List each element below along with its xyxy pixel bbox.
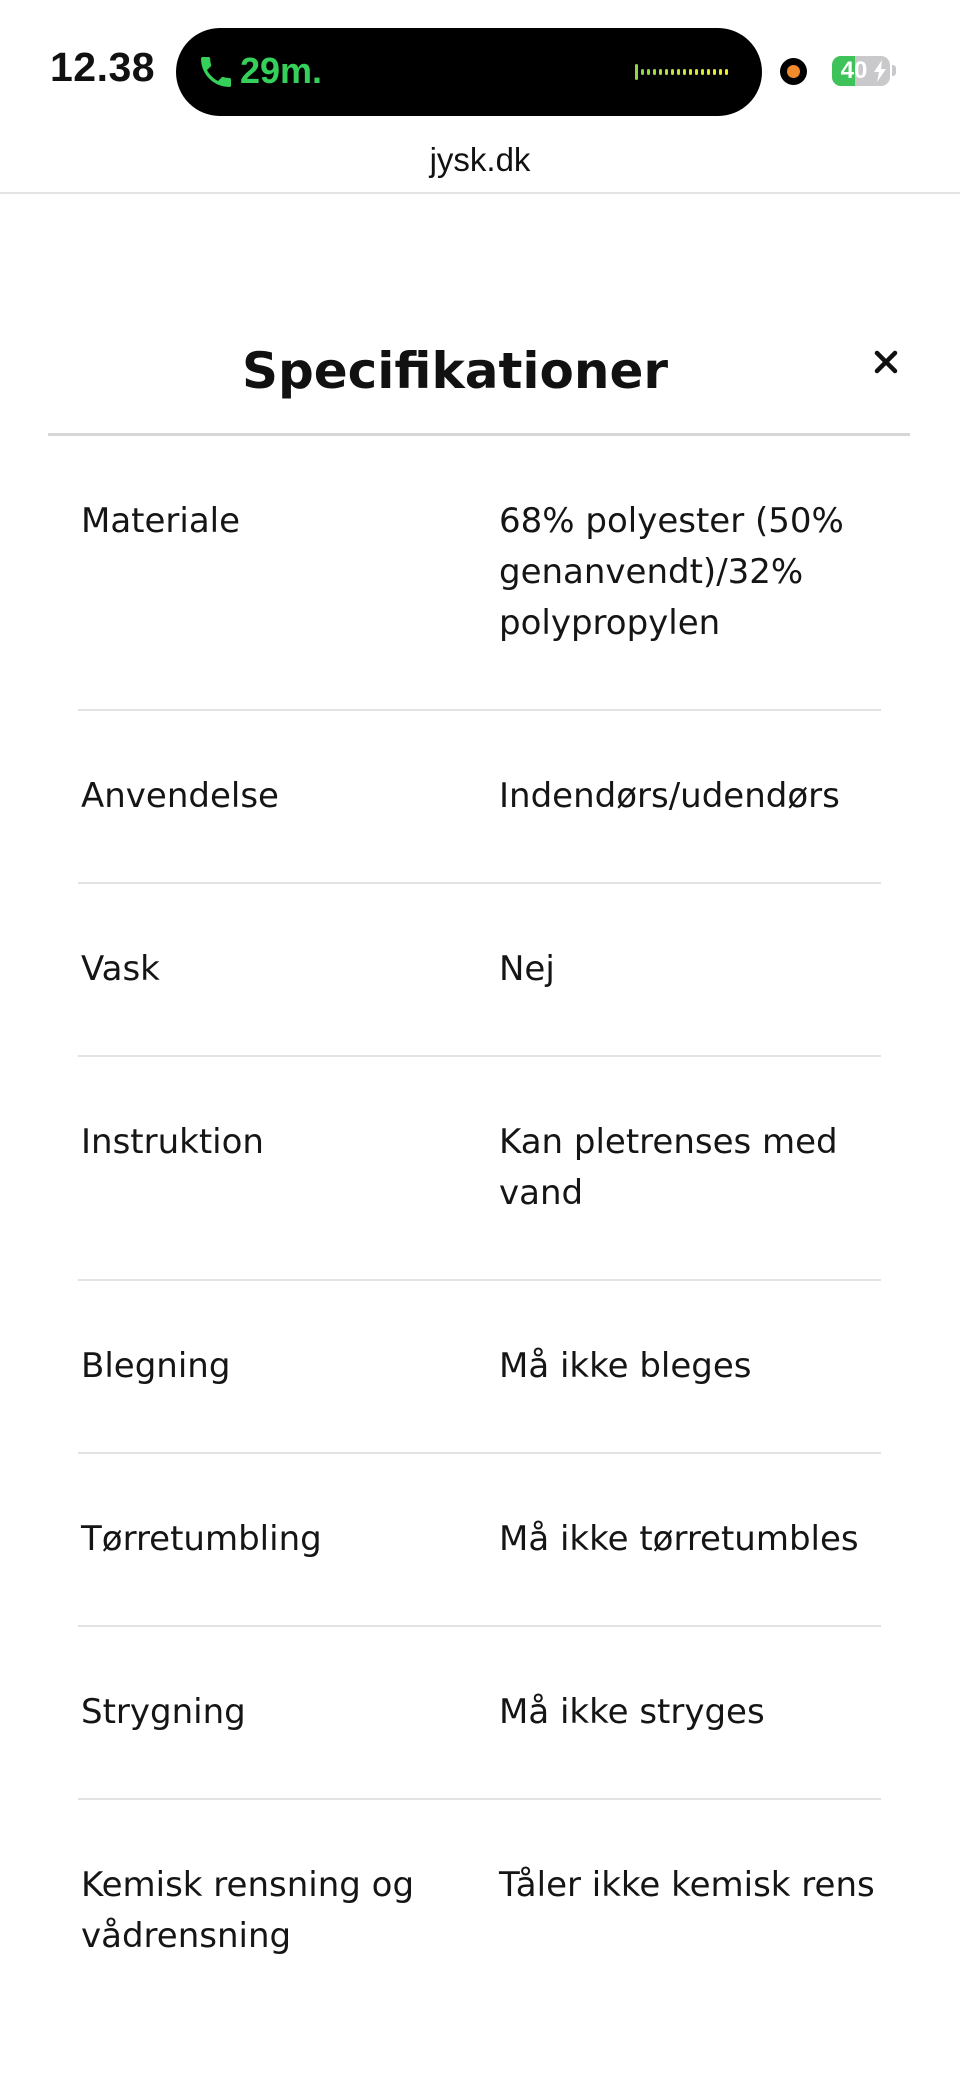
spec-row-torretumbling (78, 1454, 881, 1627)
call-duration: 29m. (240, 50, 323, 91)
battery-level: 40 (840, 57, 868, 84)
spec-value: Må ikke tørretumbles (499, 1519, 859, 1559)
audio-waveform-icon (634, 60, 734, 84)
spec-label: Vask (81, 949, 160, 989)
battery-icon (832, 56, 890, 86)
spec-value: Tåler ikke kemisk rens (499, 1865, 875, 1905)
spec-label: Kemisk rensning og vådrensning (81, 1865, 415, 1956)
spec-row-instruktion (78, 1057, 881, 1281)
modal-title: Specifikationer (241, 342, 669, 400)
spec-row-blegning (78, 1281, 881, 1454)
spec-value: Må ikke stryges (499, 1692, 765, 1732)
address-bar-divider (0, 192, 960, 194)
address-bar-url[interactable]: jysk.dk (429, 141, 531, 178)
spec-value: Må ikke bleges (499, 1346, 752, 1386)
spec-value: Kan pletrenses med vand (499, 1122, 838, 1213)
spec-row-vask (78, 884, 881, 1057)
spec-label: Instruktion (81, 1122, 264, 1162)
close-icon[interactable] (862, 338, 910, 386)
battery-nub (892, 65, 896, 76)
spec-label: Anvendelse (81, 776, 279, 816)
spec-label: Tørretumbling (81, 1519, 322, 1559)
spec-value: Indendørs/udendørs (499, 776, 840, 816)
spec-value: 68% polyester (50% genanvendt)/32% polypropylen (499, 501, 844, 643)
status-time: 12.38 (50, 44, 156, 90)
dynamic-island-call[interactable] (176, 28, 762, 116)
specifications-table (78, 436, 881, 2022)
status-bar (0, 0, 960, 140)
phone-icon (196, 52, 236, 92)
spec-label: Materiale (81, 501, 241, 541)
spec-value: Nej (499, 949, 555, 989)
spec-label: Blegning (81, 1346, 231, 1386)
spec-row-materiale (78, 436, 881, 711)
spec-row-kemisk-rensning (78, 1800, 881, 2022)
spec-row-anvendelse (78, 711, 881, 884)
charging-bolt-icon (873, 60, 887, 82)
recording-indicator-icon (780, 58, 807, 85)
spec-label: Strygning (81, 1692, 246, 1732)
spec-row-strygning (78, 1627, 881, 1800)
